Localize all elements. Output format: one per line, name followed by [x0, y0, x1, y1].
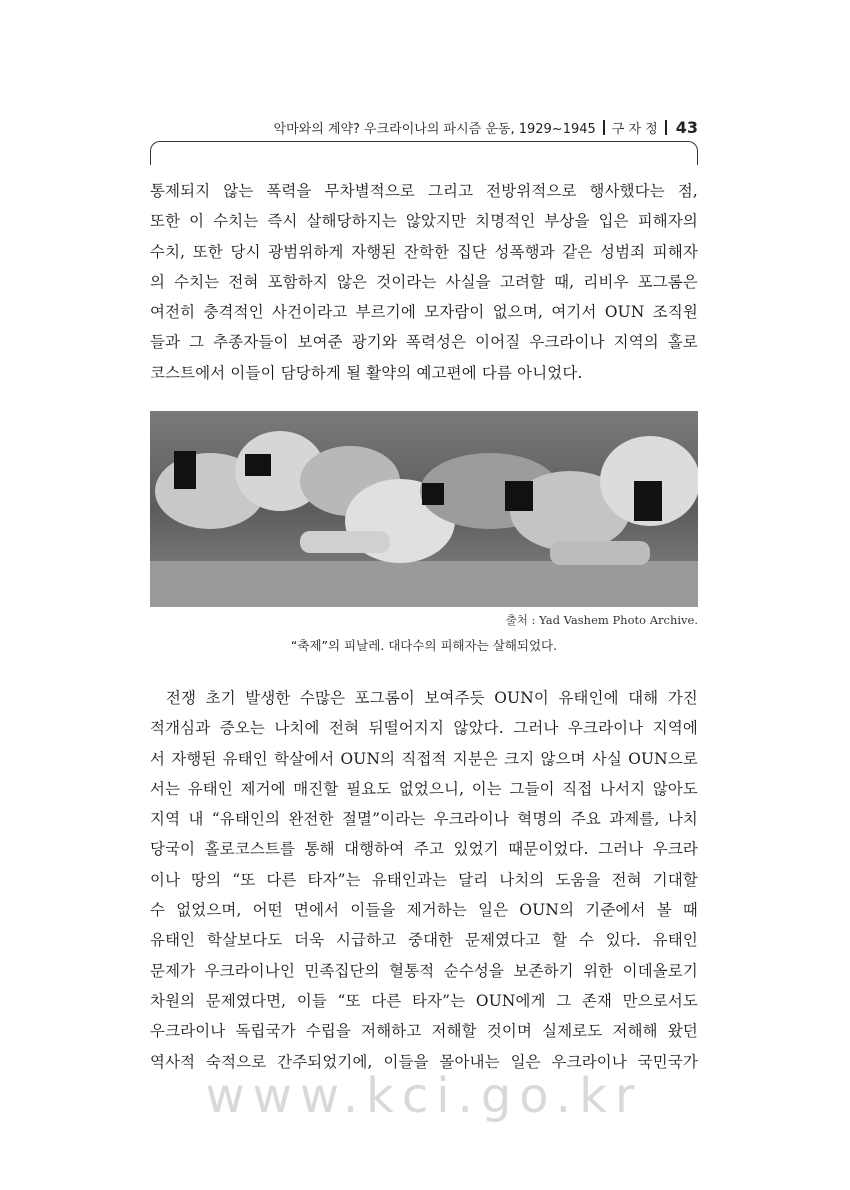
text-line: 서 자행된 유태인 학살에서 OUN의 직접적 지분은 크지 않으며 사실 OUN으로: [150, 749, 698, 768]
historical-photo: [150, 411, 698, 607]
text-line: 차원의 문제였다면, 이들 “또 다른 타자”는 OUN에게 그 존재 만으로서도: [150, 991, 698, 1010]
photo-credit: 출처 : Yad Vashem Photo Archive.: [505, 613, 698, 627]
header-rule: [150, 141, 698, 165]
text-line: 당국이 홀로코스트를 통해 대행하여 주고 있었기 때문이었다. 그러나 우크라: [150, 840, 698, 859]
text-line: 수치, 또한 당시 광범위하게 자행된 잔학한 집단 성폭행과 같은 성범죄 피해자: [150, 242, 698, 261]
text-line: 수 없었으며, 어떤 면에서 이들을 제거하는 일은 OUN의 기준에서 볼 때: [150, 901, 698, 920]
text-line: 우크라이나 독립국가 수립을 저해하고 저해할 것이며 실제로도 저해해 왔던: [150, 1022, 698, 1041]
paragraph-1: [150, 176, 698, 388]
text-line: 전쟁 초기 발생한 수많은 포그롬이 보여주듯 OUN이 유태인에 대해 가진: [166, 689, 698, 707]
censor-block: [505, 481, 533, 511]
text-line: 유태인 학살보다도 더욱 시급하고 중대한 문제였다고 할 수 있다. 유태인: [150, 931, 698, 950]
figure-caption: “축제”의 피날레. 대다수의 피해자는 살해되었다.: [290, 638, 558, 653]
censor-block: [422, 483, 444, 505]
text-line: 의 수치는 전혀 포함하지 않은 것이라는 사실을 고려할 때, 리비우 포그롬은: [150, 272, 698, 291]
text-line: 서는 유태인 제거에 매진할 필요도 없었으니, 이는 그들이 직접 나서지 않아도: [150, 779, 698, 798]
text-line: 지역 내 “유태인의 완전한 절멸”이라는 우크라이나 혁명의 주요 과제를, 나치: [150, 810, 698, 829]
header-divider: [665, 120, 667, 135]
text-line: 들과 그 추종자들이 보여준 광기와 폭력성은 이어질 우크라이나 지역의 홀로: [150, 333, 698, 352]
paragraph-2: [150, 683, 698, 1077]
censor-block: [174, 451, 196, 489]
header-author: 구 자 정: [611, 122, 658, 137]
running-header: [150, 118, 698, 140]
text-line: 여전히 충격적인 사건이라고 부르기에 모자람이 없으며, 여기서 OUN 조직원: [150, 303, 698, 322]
censor-block: [634, 481, 662, 521]
text-line: 통제되지 않는 폭력을 무차별적으로 그리고 전방위적으로 행사했다는 점,: [150, 182, 698, 200]
header-divider: [603, 120, 605, 135]
photo-illustration: [150, 411, 698, 607]
text-line: 코스트에서 이들이 담당하게 될 활약의 예고편에 다름 아니었다.: [150, 363, 583, 382]
censor-block: [245, 454, 271, 476]
text-line: 적개심과 증오는 나치에 전혀 뒤떨어지지 않았다. 그러나 우크라이나 지역에: [150, 719, 698, 738]
watermark: www.kci.go.kr: [205, 1068, 643, 1124]
page-number: 43: [675, 118, 698, 137]
text-line: 문제가 우크라이나인 민족집단의 혈통적 순수성을 보존하기 위한 이데올로기: [150, 961, 698, 980]
header-title: 악마와의 계약? 우크라이나의 파시즘 운동, 1929~1945: [273, 122, 596, 137]
text-line: 이나 땅의 “또 다른 타자”는 유태인과는 달리 나치의 도움을 전혀 기대할: [150, 870, 698, 889]
text-line: 역사적 숙적으로 간주되었기에, 이들을 몰아내는 일은 우크라이나 국민국가: [150, 1052, 698, 1071]
text-line: 또한 이 수치는 즉시 살해당하지는 않았지만 치명적인 부상을 입은 피해자의: [150, 212, 698, 231]
